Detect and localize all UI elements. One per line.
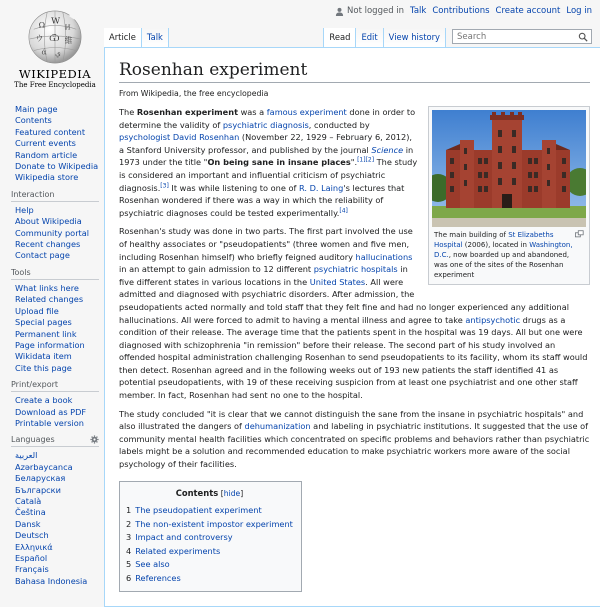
wikipedia-logo[interactable] — [10, 8, 100, 96]
svg-text:ي: ي — [55, 48, 62, 58]
toc-entry — [126, 545, 293, 559]
sidebar-language-link-2[interactable]: Беларуская — [15, 473, 66, 484]
tagline: The Free Encyclopedia — [14, 81, 96, 89]
sidebar-tools-link-special-pages[interactable]: Special pages — [15, 317, 72, 328]
hallucinations-link[interactable]: hallucinations — [355, 251, 413, 262]
sidebar-interaction-item — [15, 228, 104, 239]
infobox-thumbnail — [428, 106, 590, 285]
article-body — [119, 106, 590, 592]
sidebar-tools-link-permanent-link[interactable]: Permanent link — [15, 328, 77, 339]
sidebar-interaction-link-recent-changes[interactable]: Recent changes — [15, 239, 81, 250]
sidebar-language-link-fran-ais[interactable]: Français — [15, 564, 49, 575]
contributions-link[interactable]: Contributions — [432, 6, 490, 16]
toc-number: 2 — [126, 518, 132, 529]
paragraph-3: The study concluded "it is clear that we cannot distinguish the sane from the insane in psychiatric hospitals" and also illustrated the dangers of dehumanization and labeling in psychiatric institutions. It suggested that the use of community mental health facilities which concentrated on specific problems and behaviors rather than psychiatric labels might be a solution and recommended education to make psychiatric workers more aware of the social psychology of their facilities. — [119, 408, 590, 470]
toc-entry — [126, 518, 293, 532]
sidebar-tools-link-related-changes[interactable]: Related changes — [15, 294, 84, 305]
sidebar-tools-item — [15, 306, 104, 317]
psychiatric-diagnosis-link[interactable]: psychiatric diagnosis — [222, 119, 309, 130]
sidebar — [0, 104, 104, 593]
sidebar-interaction-item — [15, 216, 104, 227]
thumbnail-caption: The main building of St Elizabeths Hospital (2006), located in Washington, D.C., now boarded up and abandoned, was one of the sites of the Rosenhan experiment — [432, 227, 586, 281]
search-box — [452, 29, 592, 44]
sidebar-heading-print: Print/export — [11, 380, 99, 392]
sidebar-tools-item — [15, 283, 104, 294]
sidebar-language-item — [15, 519, 104, 530]
reference-3[interactable]: [3] — [160, 181, 169, 189]
toc-number: 4 — [126, 545, 132, 556]
sidebar-tools-link-wikidata-item[interactable]: Wikidata item — [15, 351, 72, 362]
sidebar-interaction-link-community-portal[interactable]: Community portal — [15, 227, 90, 238]
svg-text:ウ: ウ — [35, 33, 44, 43]
reference-1-2[interactable]: [1][2] — [357, 156, 375, 164]
user-icon — [335, 7, 344, 16]
toc-link-the-pseudopatient-experiment[interactable] — [126, 505, 262, 515]
psychologist-link[interactable]: psychologist — [119, 132, 171, 143]
svg-text:維: 維 — [64, 35, 73, 45]
famous-experiment-link[interactable]: famous experiment — [266, 107, 347, 117]
sidebar-nav-item — [15, 172, 104, 183]
sidebar-nav-item — [15, 127, 104, 138]
sidebar-tools-link-what-links-here[interactable]: What links here — [15, 282, 79, 293]
sidebar-tools-item — [15, 329, 104, 340]
svg-text:И: И — [64, 23, 71, 32]
sidebar-heading-tools: Tools — [11, 268, 99, 280]
page-title: Rosenhan experiment — [119, 60, 590, 83]
svg-text:Ω: Ω — [38, 20, 45, 30]
sidebar-language-item — [15, 564, 104, 575]
table-of-contents — [119, 481, 302, 593]
sidebar-language-link-catal[interactable]: Català — [15, 495, 42, 506]
sidebar-print — [11, 380, 104, 429]
svg-text:Ѿ: Ѿ — [49, 33, 60, 44]
sidebar-nav-item — [15, 161, 104, 172]
science-link[interactable]: Science — [371, 144, 404, 155]
sidebar-nav-item — [15, 150, 104, 161]
tab-read-label: Read — [329, 32, 351, 42]
tab-talk[interactable] — [142, 28, 169, 47]
sidebar-language-link-0[interactable]: العربية — [15, 450, 38, 461]
toc-link-references[interactable] — [126, 573, 181, 583]
sidebar-tools-item — [15, 363, 104, 374]
sidebar-heading-languages: Languages — [11, 435, 99, 447]
sidebar-tools-link-cite-this-page[interactable]: Cite this page — [15, 362, 72, 373]
toc-label: The non-existent impostor experiment — [135, 518, 293, 529]
sidebar-nav-item — [15, 104, 104, 115]
antipsychotic-link[interactable]: antipsychotic — [465, 314, 521, 325]
sidebar-nav-link-donate-to-wikipedia[interactable]: Donate to Wikipedia — [15, 161, 99, 172]
toc-title: Contents [hide] — [175, 487, 244, 498]
tab-view-history[interactable] — [384, 28, 446, 47]
toc-number: 5 — [126, 559, 132, 570]
united-states-link[interactable]: United States — [309, 276, 366, 287]
sidebar-language-item — [15, 496, 104, 507]
sidebar-tools-link-page-information[interactable]: Page information — [15, 339, 85, 350]
sidebar-language-link-az-rbaycanca[interactable]: Azərbaycanca — [15, 461, 73, 472]
sidebar-tools-item — [15, 340, 104, 351]
enlarge-icon[interactable] — [575, 230, 584, 238]
sidebar-nav-item — [15, 138, 104, 149]
sidebar-nav-link-main-page[interactable]: Main page — [15, 104, 58, 114]
sidebar-print-item — [15, 407, 104, 418]
namespace-tabs — [104, 28, 169, 47]
paragraph-2: Rosenhan's study was done in two parts. The first part involved the use of healthy associates or "pseudopatients" (three women and five men, including Rosenhan himself) who briefly feigned auditory hallucinations in an attempt to gain admission to 12 different psychiatric hospitals in five different states in various locations in the United States. All were admitted and diagnosed with psychiatric disorders. After admission, the pseudopatients acted normally and told staff that they felt fine and had no longer experienced any additional hallucinations. All were forced to admit to having a mental illness and agree to take antipsychotic drugs as a condition of their release. The average time that the patients spent in the hospital was 19 days. All but one were diagnosed with schizophrenia "in remission" before their release. The second part of his study involved an offended hospital administration challenging Rosenhan to send pseudopatients to its facility, whom its staff would then detect. Rosenhan agreed and in the following weeks out of 193 new patients the staff identified 41 as potential pseudopatients, with 19 of these receiving suspicion from at least one psychiatrist and one other staff member. In fact, Rosenhan had sent no one to the hospital. — [119, 226, 588, 401]
sidebar-interaction-link-help[interactable]: Help — [15, 204, 34, 215]
site-subtitle: From Wikipedia, the free encyclopedia — [119, 89, 269, 98]
sidebar-nav-item — [15, 115, 104, 126]
toc-link-related-experiments[interactable] — [126, 546, 220, 556]
sidebar-language-link-bahasa-indonesia[interactable]: Bahasa Indonesia — [15, 575, 88, 586]
sidebar-language-link-e-tina[interactable]: Čeština — [15, 507, 46, 518]
talk-link[interactable]: Talk — [410, 6, 427, 16]
sidebar-nav-link-wikipedia-store[interactable]: Wikipedia store — [15, 172, 79, 183]
toc-entry — [126, 558, 293, 572]
sidebar-language-item — [15, 542, 104, 553]
paragraph-1: The Rosenhan experiment was a famous experiment done in order to determine the validity of psychiatric diagnosis, conducted by psychologist David Rosenhan (November 22, 1929 – February 6, 2012), a Stanford University professor, and published by the journal Science in 1973 under the title "On being sane in insane places".[1][2] The study is considered an important and influential criticism of psychiatric diagnosis.[3] It was while listening to one of R. D. Laing's lectures that Rosenhan wondered if there was a way in which the reliability of psychiatric diagnoses could be tested experimentally.[4] — [119, 107, 418, 218]
tab-view-history-label[interactable]: View history — [388, 32, 440, 42]
gear-icon[interactable] — [90, 435, 99, 444]
sidebar-language-link-8[interactable]: Ελληνικά — [15, 541, 53, 552]
sidebar-language-item — [15, 530, 104, 541]
sidebar-print-item — [15, 395, 104, 406]
wordmark: WIKIPEDIA — [18, 67, 92, 81]
toc-entry — [126, 572, 293, 586]
sidebar-interaction-link-contact-page[interactable]: Contact page — [15, 250, 70, 261]
st-elizabeths-link[interactable]: St Elizabeths Hospital — [434, 231, 554, 249]
content-area — [104, 47, 600, 607]
toc-label: See also — [135, 559, 170, 570]
psychiatric-hospitals-link[interactable]: psychiatric hospitals — [313, 264, 398, 275]
hospital-photo[interactable] — [432, 110, 586, 227]
sidebar-language-item — [15, 553, 104, 564]
sidebar-interaction-item — [15, 205, 104, 216]
sidebar-languages — [11, 435, 104, 587]
log-in-link[interactable]: Log in — [566, 6, 592, 16]
sidebar-tools-item — [15, 317, 104, 328]
sidebar-interaction-item — [15, 239, 104, 250]
sidebar-interaction-link-about-wikipedia[interactable]: About Wikipedia — [15, 216, 82, 227]
create-account-link[interactable]: Create account — [495, 6, 561, 16]
sidebar-nav-link-featured-content[interactable]: Featured content — [15, 126, 86, 137]
sidebar-tools-link-upload-file[interactable]: Upload file — [15, 305, 59, 316]
toc-link-see-also[interactable] — [126, 559, 170, 569]
sidebar-language-item — [15, 507, 104, 518]
toc-label: References — [135, 572, 181, 583]
toc-number: 1 — [126, 505, 132, 516]
not-logged-in — [335, 6, 404, 16]
sidebar-tools-item — [15, 351, 104, 362]
rd-laing-link[interactable]: R. D. Laing — [298, 182, 344, 193]
sidebar-print-link-printable-version[interactable]: Printable version — [15, 417, 84, 428]
toc-label: The pseudopatient experiment — [135, 505, 262, 516]
tab-read[interactable] — [323, 28, 356, 47]
david-rosenhan-link[interactable]: David Rosenhan — [172, 132, 240, 143]
toc-entry — [126, 504, 293, 518]
tab-article-label: Article — [109, 32, 136, 42]
not-logged-in-text: Not logged in — [347, 6, 405, 16]
reference-4[interactable]: [4] — [339, 207, 348, 215]
toc-label: Impact and controversy — [135, 532, 233, 543]
toc-link-impact-and-controversy[interactable] — [126, 532, 233, 542]
tab-talk-label[interactable]: Talk — [146, 32, 163, 42]
sidebar-nav-link-contents[interactable]: Contents — [15, 115, 52, 126]
sidebar-language-link-dansk[interactable]: Dansk — [15, 518, 41, 529]
sidebar-language-link-deutsch[interactable]: Deutsch — [15, 530, 49, 541]
view-tabs — [323, 28, 592, 47]
sidebar-print-link-download-as-pdf[interactable]: Download as PDF — [15, 406, 87, 417]
sidebar-heading-interaction: Interaction — [11, 190, 99, 202]
tab-edit-label[interactable]: Edit — [361, 32, 378, 42]
sidebar-print-item — [15, 418, 104, 429]
sidebar-tools — [11, 267, 104, 374]
sidebar-language-link-espa-ol[interactable]: Español — [15, 553, 48, 563]
tab-article[interactable] — [104, 28, 142, 47]
personal-tools — [335, 6, 592, 16]
sidebar-language-item — [15, 450, 104, 461]
toc-link-the-non-existent-impostor-experiment[interactable] — [126, 519, 293, 529]
tab-edit[interactable] — [356, 28, 383, 47]
sidebar-language-item — [15, 576, 104, 587]
sidebar-nav-link-random-article[interactable]: Random article — [15, 149, 78, 160]
toc-label: Related experiments — [135, 545, 221, 556]
sidebar-language-item — [15, 485, 104, 496]
toc-number: 3 — [126, 532, 132, 543]
sidebar-interaction — [11, 189, 104, 262]
toc-entry — [126, 531, 293, 545]
toc-hide-toggle[interactable]: hide — [223, 488, 241, 498]
dehumanization-link[interactable]: dehumanization — [244, 421, 311, 432]
sidebar-language-item — [15, 462, 104, 473]
sidebar-interaction-item — [15, 250, 104, 261]
search-input[interactable] — [457, 32, 577, 42]
sidebar-print-link-create-a-book[interactable]: Create a book — [15, 395, 73, 406]
washington-dc-link[interactable]: Washington, D.C. — [434, 241, 573, 259]
search-icon[interactable] — [578, 32, 588, 42]
puzzle-globe-icon — [26, 8, 84, 66]
sidebar-language-link-3[interactable]: Български — [15, 484, 61, 495]
sidebar-language-item — [15, 473, 104, 484]
svg-text:ά: ά — [41, 47, 47, 57]
sidebar-navigation — [15, 104, 104, 184]
toc-number: 6 — [126, 572, 132, 583]
sidebar-nav-link-current-events[interactable]: Current events — [15, 138, 76, 149]
svg-text:W: W — [51, 16, 61, 27]
sidebar-tools-item — [15, 294, 104, 305]
